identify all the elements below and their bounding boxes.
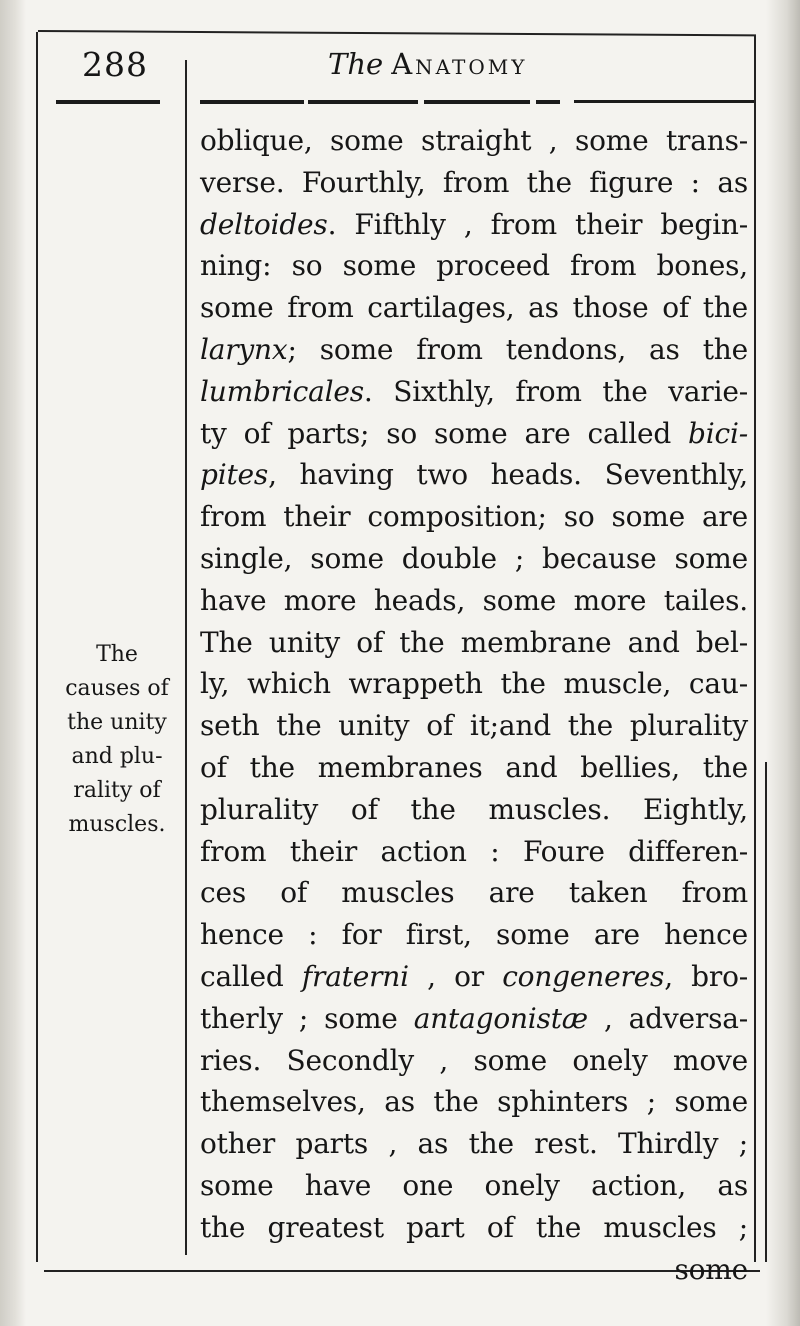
running-head-article: The: [328, 47, 384, 81]
text-line: hence : for first, some are hence: [200, 918, 748, 952]
text-line: deltoides. Fifthly , from their begin-: [200, 207, 748, 241]
text-line: themselves, as the sphinters ; some: [200, 1085, 748, 1119]
margin-note-line: causes of: [65, 676, 169, 701]
running-head-title: Anatomy: [391, 47, 528, 81]
text-line: single, some double ; because some: [200, 541, 748, 575]
header-rule-segment: [200, 100, 304, 104]
header-rule-segment: [574, 100, 754, 103]
margin-gutter-rule: [185, 60, 187, 1255]
text-line: other parts , as the rest. Thirdly ;: [200, 1127, 748, 1161]
page-number: 288: [82, 45, 148, 84]
catchword: some: [674, 1252, 748, 1286]
text-line: lumbricales. Sixthly, from the varie-: [200, 374, 748, 408]
text-line: have more heads, some more tailes.: [200, 583, 748, 617]
margin-note-line: the unity: [67, 710, 167, 735]
header-rule-segment: [56, 100, 160, 104]
text-line: of the membranes and bellies, the: [200, 750, 748, 784]
text-line: pites, having two heads. Seventhly,: [200, 458, 748, 492]
text-line: verse. Fourthly, from the figure : as: [200, 165, 748, 199]
frame-rule-left: [36, 32, 38, 1262]
frame-rule-right: [754, 36, 756, 1262]
text-line: from their composition; so some are: [200, 500, 748, 534]
text-line: The unity of the membrane and bel-: [200, 625, 748, 659]
text-line: some from cartilages, as those of the: [200, 291, 748, 325]
text-line: ty of parts; so some are called bici-: [200, 416, 748, 450]
margin-note: [54, 638, 180, 842]
body-text: [200, 120, 748, 1290]
frame-rule-right-inner: [765, 762, 767, 1262]
text-line: some have one onely action, as: [200, 1168, 748, 1202]
text-line: ning: so some proceed from bones,: [200, 249, 748, 283]
margin-note-line: rality of: [73, 778, 161, 803]
text-line: therly ; some antagonistæ , adversa-: [200, 1001, 748, 1035]
text-line: seth the unity of it;and the plurality: [200, 709, 748, 743]
text-line: plurality of the muscles. Eightly,: [200, 792, 748, 826]
page-edge-right: [766, 0, 800, 1326]
running-head: [328, 47, 528, 81]
text-line: oblique, some straight , some trans-: [200, 124, 748, 157]
frame-rule-top: [38, 30, 756, 36]
text-line: larynx; some from tendons, as the: [200, 332, 748, 366]
margin-note-line: muscles.: [68, 812, 166, 837]
header-rule-segment: [536, 100, 560, 104]
header-rule-segment: [308, 100, 418, 104]
page-edge-left: [0, 0, 26, 1326]
text-line: called fraterni , or congeneres, bro-: [200, 959, 748, 993]
margin-note-line: The: [96, 642, 138, 667]
text-line: from their action : Foure differen-: [200, 834, 748, 868]
header-rule-segment: [424, 100, 530, 104]
text-line: ries. Secondly , some onely move: [200, 1043, 748, 1077]
text-line: ly, which wrappeth the muscle, cau-: [200, 667, 748, 701]
margin-note-line: and plu-: [71, 744, 163, 769]
text-line: the greatest part of the muscles ;: [200, 1210, 748, 1244]
text-line: ces of muscles are taken from: [200, 876, 748, 910]
